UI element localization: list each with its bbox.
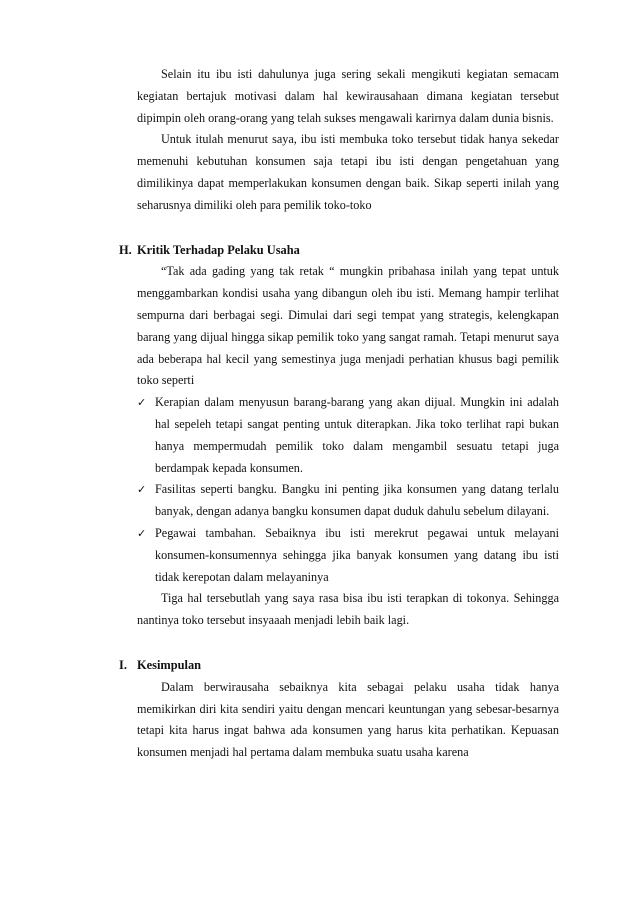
list-item: [137, 392, 559, 479]
paragraph: Dalam berwirausaha sebaiknya kita sebagai pelaku usaha tidak hanya memikirkan diri kita sendiri yaitu dengan mencari keuntungan yang sebesar-besarnya tetapi kita harus ingat bahwa ada konsumen yang harus kita perhatikan. Kepuasan konsumen menjadi hal pertama dalam membuka suatu usaha karena: [137, 679, 559, 760]
section-title: Kritik Terhadap Pelaku Usaha: [137, 242, 300, 257]
list-item-text: Kerapian dalam menyusun barang-barang yang akan dijual. Mungkin ini adalah hal sepeleh tetapi sangat penting untuk diterapkan. Jika toko terlihat rapi bukan hanya mempermudah pemilik toko dalam mengambil sesuatu tetapi juga berdampak kepada konsumen.: [155, 395, 559, 475]
section-number: H.: [119, 242, 132, 257]
checklist: [119, 392, 559, 588]
page-content: [119, 64, 559, 764]
paragraph: Tiga hal tersebutlah yang saya rasa bisa ibu isti terapkan di tokonya. Sehingga nantinya toko tersebut insyaaah menjadi lebih baik lagi.: [137, 591, 559, 628]
section-heading-h: [119, 240, 559, 262]
list-item: [137, 523, 559, 588]
paragraph: “Tak ada gading yang tak retak “ mungkin pribahasa inilah yang tepat untuk menggambarkan kondisi usaha yang dibangun oleh ibu isti. Memang hampir terlihat sempurna dari berbagai segi. Dimulai dari segi tempat yang strategis, kelengkapan barang yang dijual hingga sikap pemilik toko yang sangat ramah. Tetapi menurut saya ada beberapa hal kecil yang semestinya juga menjadi perhatian khusus bagi pemilik toko seperti: [137, 264, 559, 388]
paragraph: Selain itu ibu isti dahulunya juga sering sekali mengikuti kegiatan semacam kegiatan bertajuk motivasi dalam hal kewirausahaan dimana kegiatan tersebut dipimpin oleh orang-orang yang telah sukses mengawali karirnya dalam dunia bisnis.: [137, 67, 559, 125]
paragraph: Untuk itulah menurut saya, ibu isti membuka toko tersebut tidak hanya sekedar memenuhi kebutuhan konsumen saja tetapi ibu isti dengan pengetahuan yang dimilikinya dapat memperlakukan konsumen dengan baik. Sikap seperti inilah yang seharusnya dimiliki oleh para pemilik toko-toko: [137, 132, 559, 212]
section-title: Kesimpulan: [137, 657, 202, 672]
check-icon: ✓: [137, 526, 147, 540]
check-icon: ✓: [137, 483, 147, 497]
list-item: [137, 479, 559, 523]
check-icon: ✓: [137, 396, 147, 410]
section-heading-i: [119, 655, 559, 677]
list-item-text: Pegawai tambahan. Sebaiknya ibu isti merekrut pegawai untuk melayani konsumen-konsumennya sehingga jika banyak konsumen yang datang ibu isti tidak kerepotan dalam melayaninya: [155, 525, 559, 584]
list-item-text: Fasilitas seperti bangku. Bangku ini penting jika konsumen yang datang terlalu banyak, dengan adanya bangku konsumen dapat duduk dahulu sebelum dilayani.: [155, 482, 559, 519]
section-number: I.: [119, 657, 127, 672]
